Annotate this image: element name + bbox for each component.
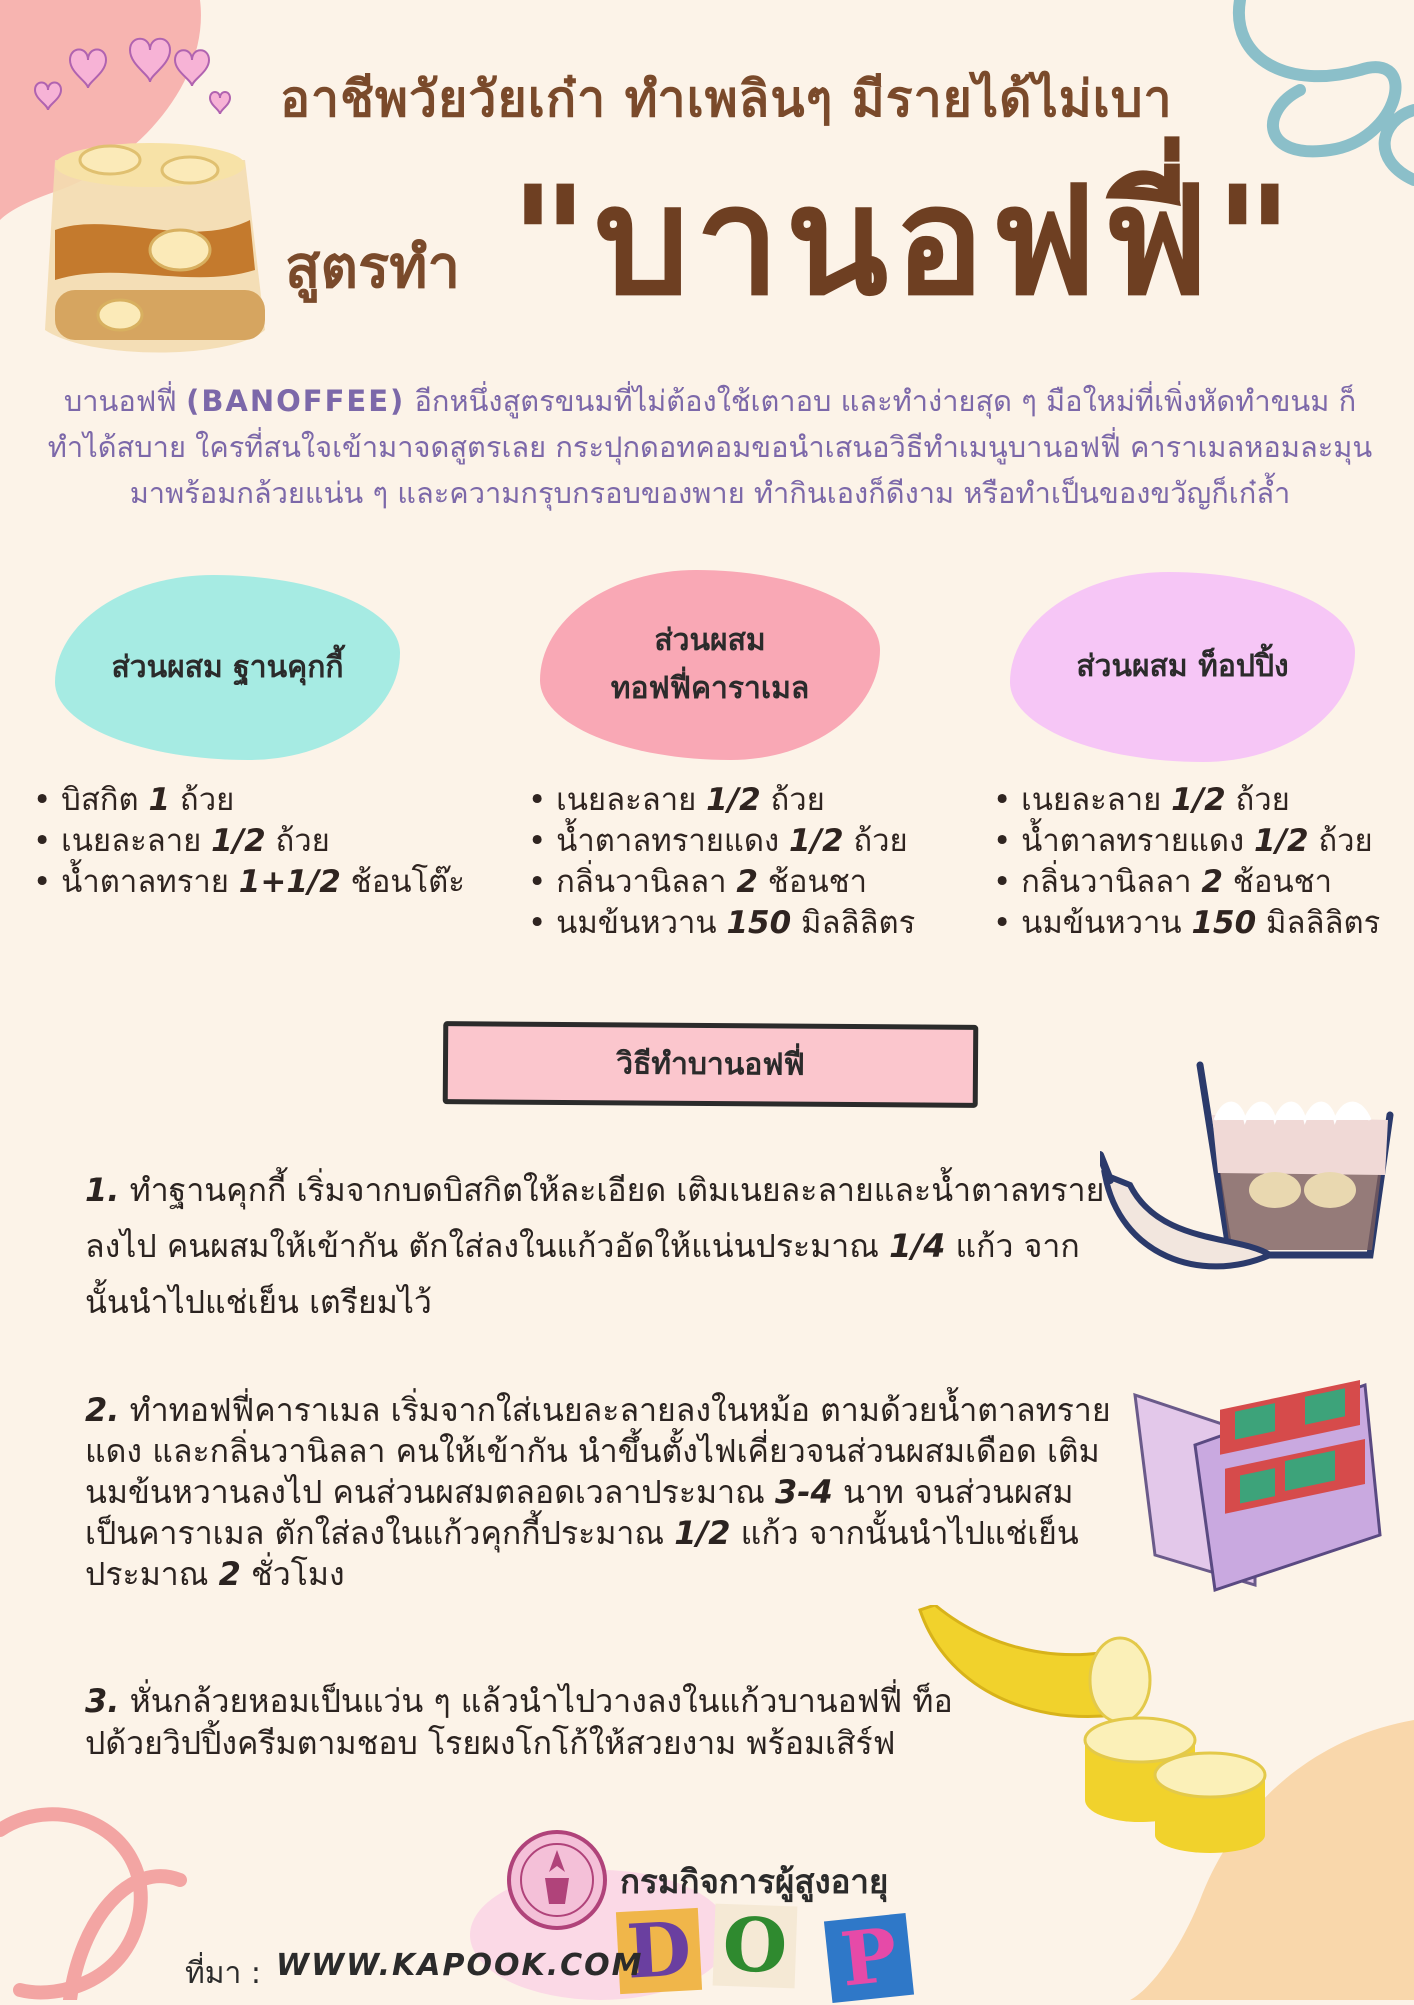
ingredient-amount: 1/2 xyxy=(789,823,844,859)
step-text: นาท จนส่วนผสมเป็นคาราเมล ตักใส่ลงในแก้วคุกกี้ประมาณ xyxy=(85,1473,1074,1552)
list-item xyxy=(993,862,1413,903)
step-text: ชั่วโมง xyxy=(240,1555,345,1593)
step-text: หั่นกล้วยหอมเป็นแว่น ๆ แล้วนำไปวางลงในแก้วบานอฟฟี่ ท็อปด้วยวิปปิ้งครีมตามชอบ โรยผงโกโก้ให้สวยงาม พร้อมเสิร์ฟ xyxy=(85,1682,953,1762)
step-text: แก้ว จากนั้นนำไปแช่เย็นประมาณ xyxy=(85,1514,1079,1593)
ingredient-name: เนยละลาย xyxy=(556,782,707,818)
ingredient-unit: ช้อนชา xyxy=(1222,864,1333,900)
list-item xyxy=(993,780,1413,821)
ingredient-list-topping xyxy=(993,780,1413,944)
heart-icon xyxy=(35,39,230,114)
ingredient-amount: 150 xyxy=(726,905,792,941)
ingredient-list-toffee-caramel xyxy=(528,780,968,944)
ingredient-name: เนยละลาย xyxy=(1021,782,1172,818)
ingredient-title-line2: ทอฟฟี่คาราเมล xyxy=(610,671,810,706)
ingredient-unit: ช้อนโต๊ะ xyxy=(340,864,465,900)
method-step-1 xyxy=(85,1162,1105,1330)
dop-logo xyxy=(618,1901,918,2004)
list-item xyxy=(33,821,493,862)
step-value: 3-4 xyxy=(774,1473,833,1511)
logo-letter-d: D xyxy=(616,1908,702,1994)
intro-english-name: (BANOFFEE) xyxy=(186,384,406,418)
step-text: แก้ว จากนั้นนำไปแช่เย็น เตรียมไว้ xyxy=(85,1227,1080,1321)
ingredient-header-topping xyxy=(1010,572,1355,762)
ingredient-name: นมข้นหวาน xyxy=(556,905,727,941)
smoothie-glass-illustration xyxy=(1100,1055,1400,1285)
step-text: ทำฐานคุกกี้ เริ่มจากบดบิสกิตให้ละเอียด เติมเนยละลายและน้ำตาลทรายลงไป คนผสมให้เข้ากัน ตักใส่ลงในแก้วอัดให้แน่นประมาณ xyxy=(85,1171,1105,1265)
list-item xyxy=(993,903,1413,944)
list-item xyxy=(528,780,968,821)
recipe-prefix: สูตรทำ xyxy=(285,233,461,301)
ingredient-amount: 2 xyxy=(736,864,758,900)
ingredient-amount: 1/2 xyxy=(1254,823,1309,859)
logo-letter-p: P xyxy=(824,1913,914,2003)
ingredient-amount: 2 xyxy=(1201,864,1223,900)
banoffee-cup-illustration xyxy=(30,110,280,360)
step-value: 2 xyxy=(218,1555,241,1593)
ingredient-unit: ถ้วย xyxy=(265,823,330,859)
step-number: 1. xyxy=(85,1171,120,1209)
refrigerator-illustration xyxy=(1125,1375,1385,1605)
ingredient-unit: มิลลิลิตร xyxy=(791,905,916,941)
top-right-blue-scribble xyxy=(1239,0,1414,180)
ingredient-title: ส่วนผสม ท็อปปิ้ง xyxy=(1076,649,1289,684)
method-title-banner xyxy=(443,1021,979,1108)
ingredient-unit: ถ้วย xyxy=(1225,782,1290,818)
recipe-title: "บานอฟฟี่" xyxy=(510,155,1299,329)
ingredient-title xyxy=(611,617,810,713)
step-number: 3. xyxy=(85,1682,120,1720)
ingredient-name: น้ำตาลทรายแดง xyxy=(1021,823,1255,859)
step-value: 1/4 xyxy=(889,1227,946,1265)
source-link[interactable]: WWW.KAPOOK.COM xyxy=(276,1948,644,1983)
list-item xyxy=(993,821,1413,862)
ingredient-unit: มิลลิลิตร xyxy=(1256,905,1381,941)
ingredient-unit: ถ้วย xyxy=(843,823,908,859)
ingredient-name: น้ำตาลทราย xyxy=(61,864,239,900)
ingredient-amount: 150 xyxy=(1191,905,1257,941)
ingredient-header-cookie-base xyxy=(55,575,400,760)
list-item xyxy=(33,780,493,821)
ingredient-unit: ถ้วย xyxy=(1308,823,1373,859)
step-text: ทำทอฟฟี่คาราเมล เริ่มจากใส่เนยละลายลงในหม้อ ตามด้วยน้ำตาลทรายแดง และกลิ่นวานิลลา คนให้เข้ากัน นำขึ้นตั้งไฟเคี่ยวจนส่วนผสมเดือด เติมนมข้นหวานลงไป คนส่วนผสมตลอดเวลาประมาณ xyxy=(85,1391,1111,1511)
ingredient-name: กลิ่นวานิลลา xyxy=(1021,864,1202,900)
ingredient-header-toffee-caramel xyxy=(540,570,880,760)
department-name: กรมกิจการผู้สูงอายุ xyxy=(620,1862,889,1901)
ingredient-unit: ถ้วย xyxy=(170,782,235,818)
ingredient-unit: ช้อนชา xyxy=(757,864,868,900)
ingredient-name: เนยละลาย xyxy=(61,823,212,859)
ingredient-name: น้ำตาลทรายแดง xyxy=(556,823,790,859)
method-title: วิธีทำบานอฟฟี่ xyxy=(616,1046,805,1083)
ingredient-title-line1: ส่วนผสม xyxy=(654,623,766,658)
bottom-left-pink-loops xyxy=(0,1814,180,2000)
intro-text-after: อีกหนึ่งสูตรขนมที่ไม่ต้องใช้เตาอบ และทำง่ายสุด ๆ มือใหม่ที่เพิ่งหัดทำขนม ก็ทำได้สบาย ใครที่สนใจเข้ามาจดสูตรเลย กระปุกดอทคอมขอนำเสนอวิธีทำเมนูบานอฟฟี่ คาราเมลหอมละมุน มาพร้อมกล้วยแน่น ๆ และความกรุบกรอบของพาย ทำกินเองก็ดีงาม หรือทำเป็นของขวัญก็เก๋ล้ำ xyxy=(47,384,1373,510)
ingredient-amount: 1/2 xyxy=(1171,782,1226,818)
page-headline: อาชีพวัยวัยเก๋า ทำเพลินๆ มีรายได้ไม่เบา xyxy=(280,70,1173,128)
department-seal-icon xyxy=(505,1828,609,1932)
list-item xyxy=(528,821,968,862)
step-number: 2. xyxy=(85,1391,120,1429)
intro-text-before: บานอฟฟี่ xyxy=(63,384,187,418)
source-label: ที่มา : xyxy=(185,1956,262,1991)
banana-illustration xyxy=(915,1605,1275,1855)
ingredient-unit: ถ้วย xyxy=(760,782,825,818)
ingredient-amount: 1 xyxy=(148,782,171,818)
step-value: 1/2 xyxy=(674,1514,731,1552)
list-item xyxy=(528,903,968,944)
ingredient-amount: 1/2 xyxy=(706,782,761,818)
intro-paragraph xyxy=(30,378,1390,516)
method-step-3 xyxy=(85,1680,965,1764)
ingredient-name: นมข้นหวาน xyxy=(1021,905,1192,941)
logo-letter-o: O xyxy=(713,1904,798,1989)
list-item xyxy=(528,862,968,903)
ingredient-amount: 1/2 xyxy=(211,823,266,859)
ingredient-amount: 1+1/2 xyxy=(238,864,341,900)
ingredient-list-cookie-base xyxy=(33,780,493,903)
ingredient-name: กลิ่นวานิลลา xyxy=(556,864,737,900)
method-step-2 xyxy=(85,1390,1125,1595)
ingredient-title: ส่วนผสม ฐานคุกกี้ xyxy=(111,649,344,685)
list-item xyxy=(33,862,493,903)
ingredient-name: บิสกิต xyxy=(61,782,149,818)
